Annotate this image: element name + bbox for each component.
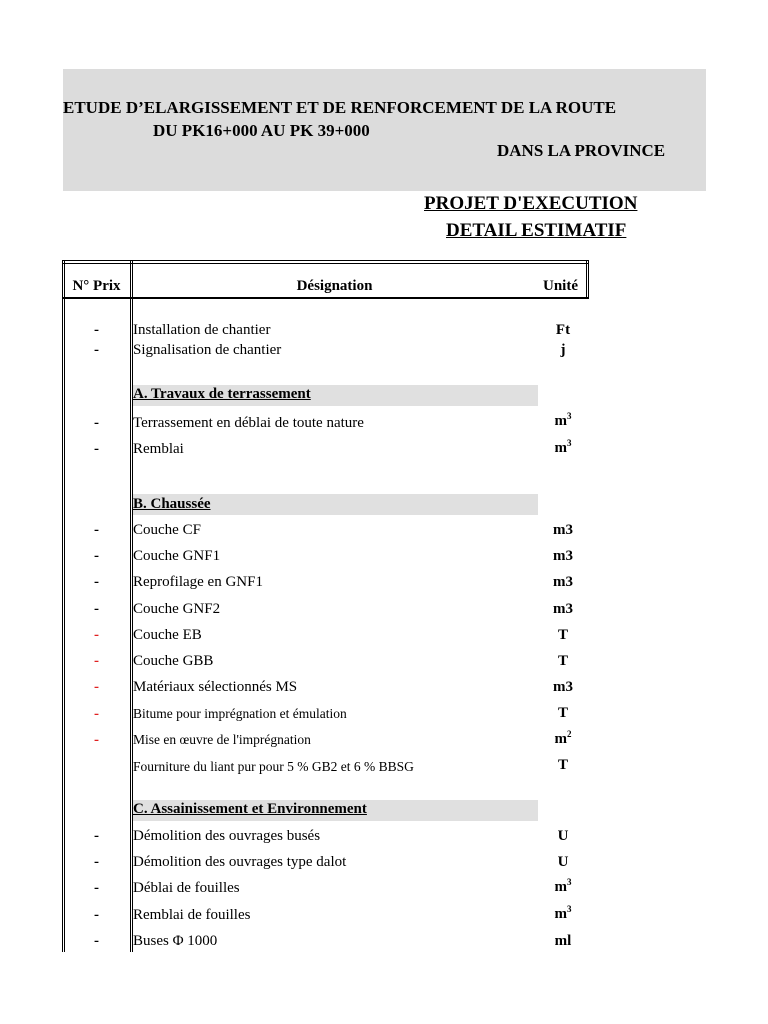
row-unit: U	[557, 854, 569, 870]
column-header-unite: Unité	[543, 278, 578, 294]
row-designation: Installation de chantier	[133, 322, 271, 338]
row-unit: T	[557, 705, 568, 721]
row-price-dash: -	[94, 854, 99, 870]
row-price-dash: -	[94, 601, 99, 617]
row-price-dash: -	[94, 732, 99, 748]
row-unit: m3	[553, 522, 573, 538]
row-price-dash: -	[94, 880, 99, 896]
row-price-dash: -	[94, 441, 99, 457]
row-unit: T	[557, 627, 568, 643]
row-price-dash: -	[94, 828, 99, 844]
header-title-line1: ETUDE D’ELARGISSEMENT ET DE RENFORCEMENT DE LA ROUTE	[63, 98, 617, 117]
column-header-designation: Désignation	[296, 278, 373, 294]
row-designation: Buses Φ 1000	[133, 933, 218, 949]
row-unit: m3	[553, 574, 573, 590]
row-unit: $m^2$	[554, 729, 572, 747]
header-title-line2: DU PK16+000 AU PK 39+000	[153, 121, 370, 140]
row-designation: Couche CF	[133, 522, 201, 538]
project-subtitle: DETAIL ESTIMATIF	[446, 220, 627, 241]
row-price-dash: -	[94, 933, 99, 949]
table-header-border	[63, 297, 588, 299]
section-b-heading: B. Chaussée	[133, 496, 211, 512]
table-header-right-border	[586, 260, 589, 299]
row-price-dash: -	[94, 679, 99, 695]
row-unit: m3	[553, 548, 573, 564]
row-price-dash: -	[94, 548, 99, 564]
row-designation: Couche GNF1	[133, 548, 221, 564]
column-header-prix: N° Prix	[72, 278, 121, 294]
row-designation: Bitume pour imprégnation et émulation	[133, 706, 347, 721]
row-price-dash: -	[94, 322, 99, 338]
row-unit: m3	[553, 601, 573, 617]
header-title-line3: DANS LA PROVINCE	[497, 141, 666, 160]
row-unit: $m^3$	[554, 411, 572, 429]
row-designation: Mise en œuvre de l'imprégnation	[133, 732, 311, 747]
row-designation: Matériaux sélectionnés MS	[133, 679, 298, 695]
row-designation: Couche GNF2	[133, 601, 221, 617]
section-c-heading: C. Assainissement et Environnement	[133, 801, 367, 817]
row-unit: T	[557, 653, 568, 669]
row-unit: ml	[554, 933, 572, 949]
row-designation: Démolition des ouvrages busés	[133, 828, 321, 844]
table-top-border	[63, 260, 588, 264]
row-designation: Terrassement en déblai de toute nature	[133, 415, 364, 431]
row-designation: Remblai de fouilles	[133, 907, 251, 923]
row-price-dash: -	[94, 574, 99, 590]
row-price-dash: -	[94, 907, 99, 923]
row-unit: $m^3$	[554, 904, 572, 922]
row-unit: j	[560, 342, 566, 358]
row-unit: $m^3$	[554, 877, 572, 895]
row-price-dash: -	[94, 415, 99, 431]
row-designation: Fourniture du liant pur pour 5 % GB2 et 6 % BBSG	[133, 759, 414, 774]
row-price-dash: -	[94, 522, 99, 538]
row-designation: Démolition des ouvrages type dalot	[133, 854, 347, 870]
row-price-dash: -	[94, 627, 99, 643]
row-price-dash: -	[94, 706, 99, 722]
row-designation: Reprofilage en GNF1	[133, 574, 263, 590]
row-designation: Remblai	[133, 441, 184, 457]
row-designation: Couche EB	[133, 627, 202, 643]
row-price-dash: -	[94, 653, 99, 669]
row-unit: m3	[553, 679, 573, 695]
row-unit: U	[557, 828, 569, 844]
row-unit: Ft	[555, 322, 571, 338]
row-designation: Signalisation de chantier	[133, 342, 282, 358]
project-title: PROJET D'EXECUTION	[424, 193, 638, 214]
section-a-heading: A. Travaux de terrassement	[133, 386, 311, 402]
row-designation: Couche GBB	[133, 653, 214, 669]
row-unit: T	[557, 757, 568, 773]
row-designation: Déblai de fouilles	[133, 880, 240, 896]
row-unit: $m^3$	[554, 438, 572, 456]
row-price-dash: -	[94, 342, 99, 358]
